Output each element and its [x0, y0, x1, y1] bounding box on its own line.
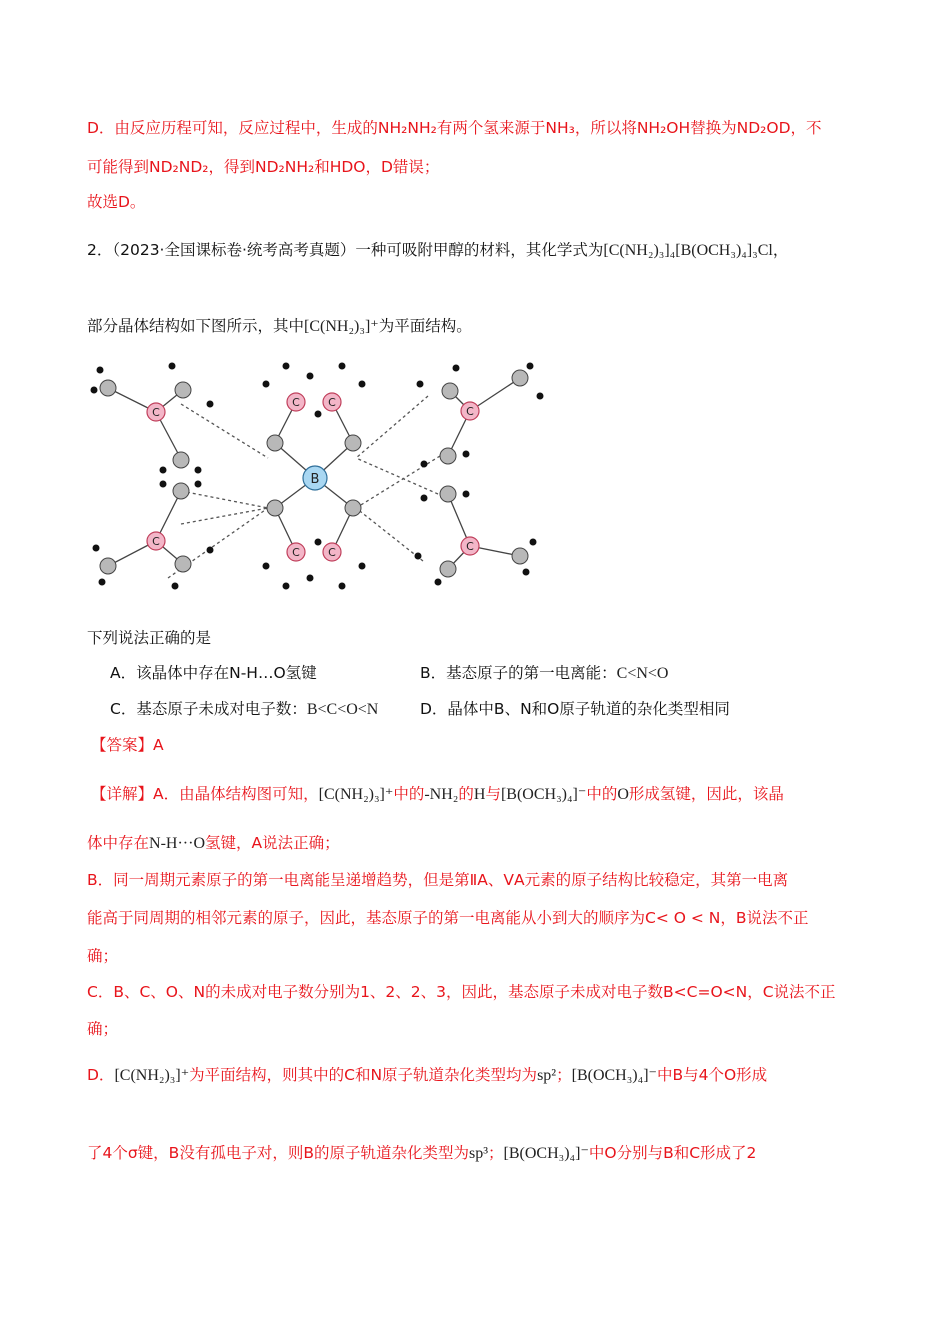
detail-text: 中B与4个O形成 — [656, 1066, 768, 1084]
detail-text: 的 — [458, 785, 474, 803]
question-2-intro: 2．（2023·全国课标卷·统考高考真题）一种可吸附甲醇的材料，其化学式为 — [87, 241, 604, 259]
carbon-label: C — [328, 546, 336, 559]
comma: ， — [772, 241, 789, 259]
option-c-text: C．基态原子未成对电子数： — [110, 700, 307, 718]
q2-text-a: 部分晶体结构如下图所示，其中 — [87, 317, 305, 335]
detail-text: ； — [556, 1066, 572, 1084]
detail-text: 形成氢键，因此，该晶 — [628, 785, 784, 803]
answer: 【答案】A — [91, 736, 164, 754]
option-a[interactable]: A．该晶体中存在N-H…O氢键 — [110, 664, 317, 682]
formula: [B(OCH₃)₄]⁻ — [500, 786, 587, 803]
carbon-label: C — [466, 405, 474, 418]
detail-text: 氢键，A说法正确； — [205, 834, 340, 852]
detail-b-line3: 确； — [87, 947, 119, 965]
option-c[interactable] — [110, 698, 378, 721]
detail-d-line2: 可能得到ND₂ND₂，得到ND₂NH₂和HDO，D错误； — [87, 158, 440, 176]
detail-text: ； — [488, 1144, 504, 1162]
carbon-label: C — [292, 396, 300, 409]
formula: [B(OCH₃)₄]⁻ — [503, 1145, 589, 1162]
carbon-label: C — [328, 396, 336, 409]
detail-c-line1: C．B、C、O、N的未成对电子数分别为1、2、2、3，因此，基态原子未成对电子数B<C=O<N，C说法不正 — [87, 983, 836, 1001]
carbon-label: C — [292, 546, 300, 559]
detail-a-line2 — [87, 832, 340, 855]
formula: sp² — [537, 1067, 557, 1084]
carbon-label: C — [152, 535, 160, 548]
carbon-label: C — [152, 406, 160, 419]
detail-text: 体中存在 — [87, 834, 150, 852]
detail-text: 了4个σ键，B没有孤电子对，则B的原子轨道杂化类型为 — [87, 1144, 469, 1162]
crystal-structure-diagram — [88, 356, 548, 596]
conclusion: 故选D。 — [87, 193, 146, 211]
chemical-formula: [C(NH₂)₃]₄[B(OCH₃)₄]₃Cl — [603, 242, 773, 259]
formula: [C(NH₂)₃]⁺ — [114, 1067, 190, 1084]
carbon-label: C — [466, 540, 474, 553]
option-b-formula: C<N<O — [616, 665, 669, 682]
formula: [B(OCH₃)₄]⁻ — [571, 1067, 657, 1084]
detail-text: 中O分别与B和C形成了2 — [588, 1144, 757, 1162]
detail-d-line1: D．由反应历程可知，反应过程中，生成的NH₂NH₂有两个氢来源于NH₃，所以将NH₂OH替换为ND₂OD，不 — [87, 119, 822, 137]
formula: H — [473, 786, 486, 803]
detail-text: 与 — [485, 785, 501, 803]
detail-d-line2b — [87, 1142, 756, 1165]
detail-text: 中的 — [393, 785, 425, 803]
formula: N-H···O — [149, 835, 205, 852]
option-b[interactable] — [420, 662, 668, 685]
option-b-text: B．基态原子的第一电离能： — [420, 664, 617, 682]
question-stem: 下列说法正确的是 — [87, 629, 212, 647]
detail-a-line1 — [91, 783, 784, 806]
option-c-formula: B<C<O<N — [306, 701, 379, 718]
formula: -NH₂ — [424, 786, 459, 803]
detail-text: A．由晶体结构图可知， — [153, 785, 319, 803]
question-2-line1 — [87, 239, 788, 262]
detail-c-line2: 确； — [87, 1020, 119, 1038]
detail-text: D． — [87, 1066, 115, 1084]
detail-text: 为平面结构，则其中的C和N原子轨道杂化类型均为 — [189, 1066, 538, 1084]
question-2-line2 — [87, 315, 472, 338]
formula: sp³ — [468, 1145, 488, 1162]
detail-d-line1b — [87, 1064, 767, 1087]
detail-b-line2: 能高于同周期的相邻元素的原子，因此，基态原子的第一电离能从小到大的顺序为C< O < N，B说法不正 — [87, 909, 809, 927]
formula: O — [617, 786, 629, 803]
cation-formula: [C(NH₂)₃]⁺ — [304, 318, 379, 335]
detail-label: 【详解】 — [91, 785, 154, 803]
formula: [C(NH₂)₃]⁺ — [318, 786, 394, 803]
detail-b-line1: B．同一周期元素原子的第一电离能呈递增趋势，但是第ⅡA、ⅤA元素的原子结构比较稳定，其第一电离 — [87, 871, 789, 889]
boron-label: B — [310, 472, 320, 487]
detail-text: 中的 — [586, 785, 618, 803]
q2-text-b: 为平面结构。 — [378, 317, 472, 335]
option-d[interactable]: D．晶体中B、N和O原子轨道的杂化类型相同 — [420, 700, 730, 718]
